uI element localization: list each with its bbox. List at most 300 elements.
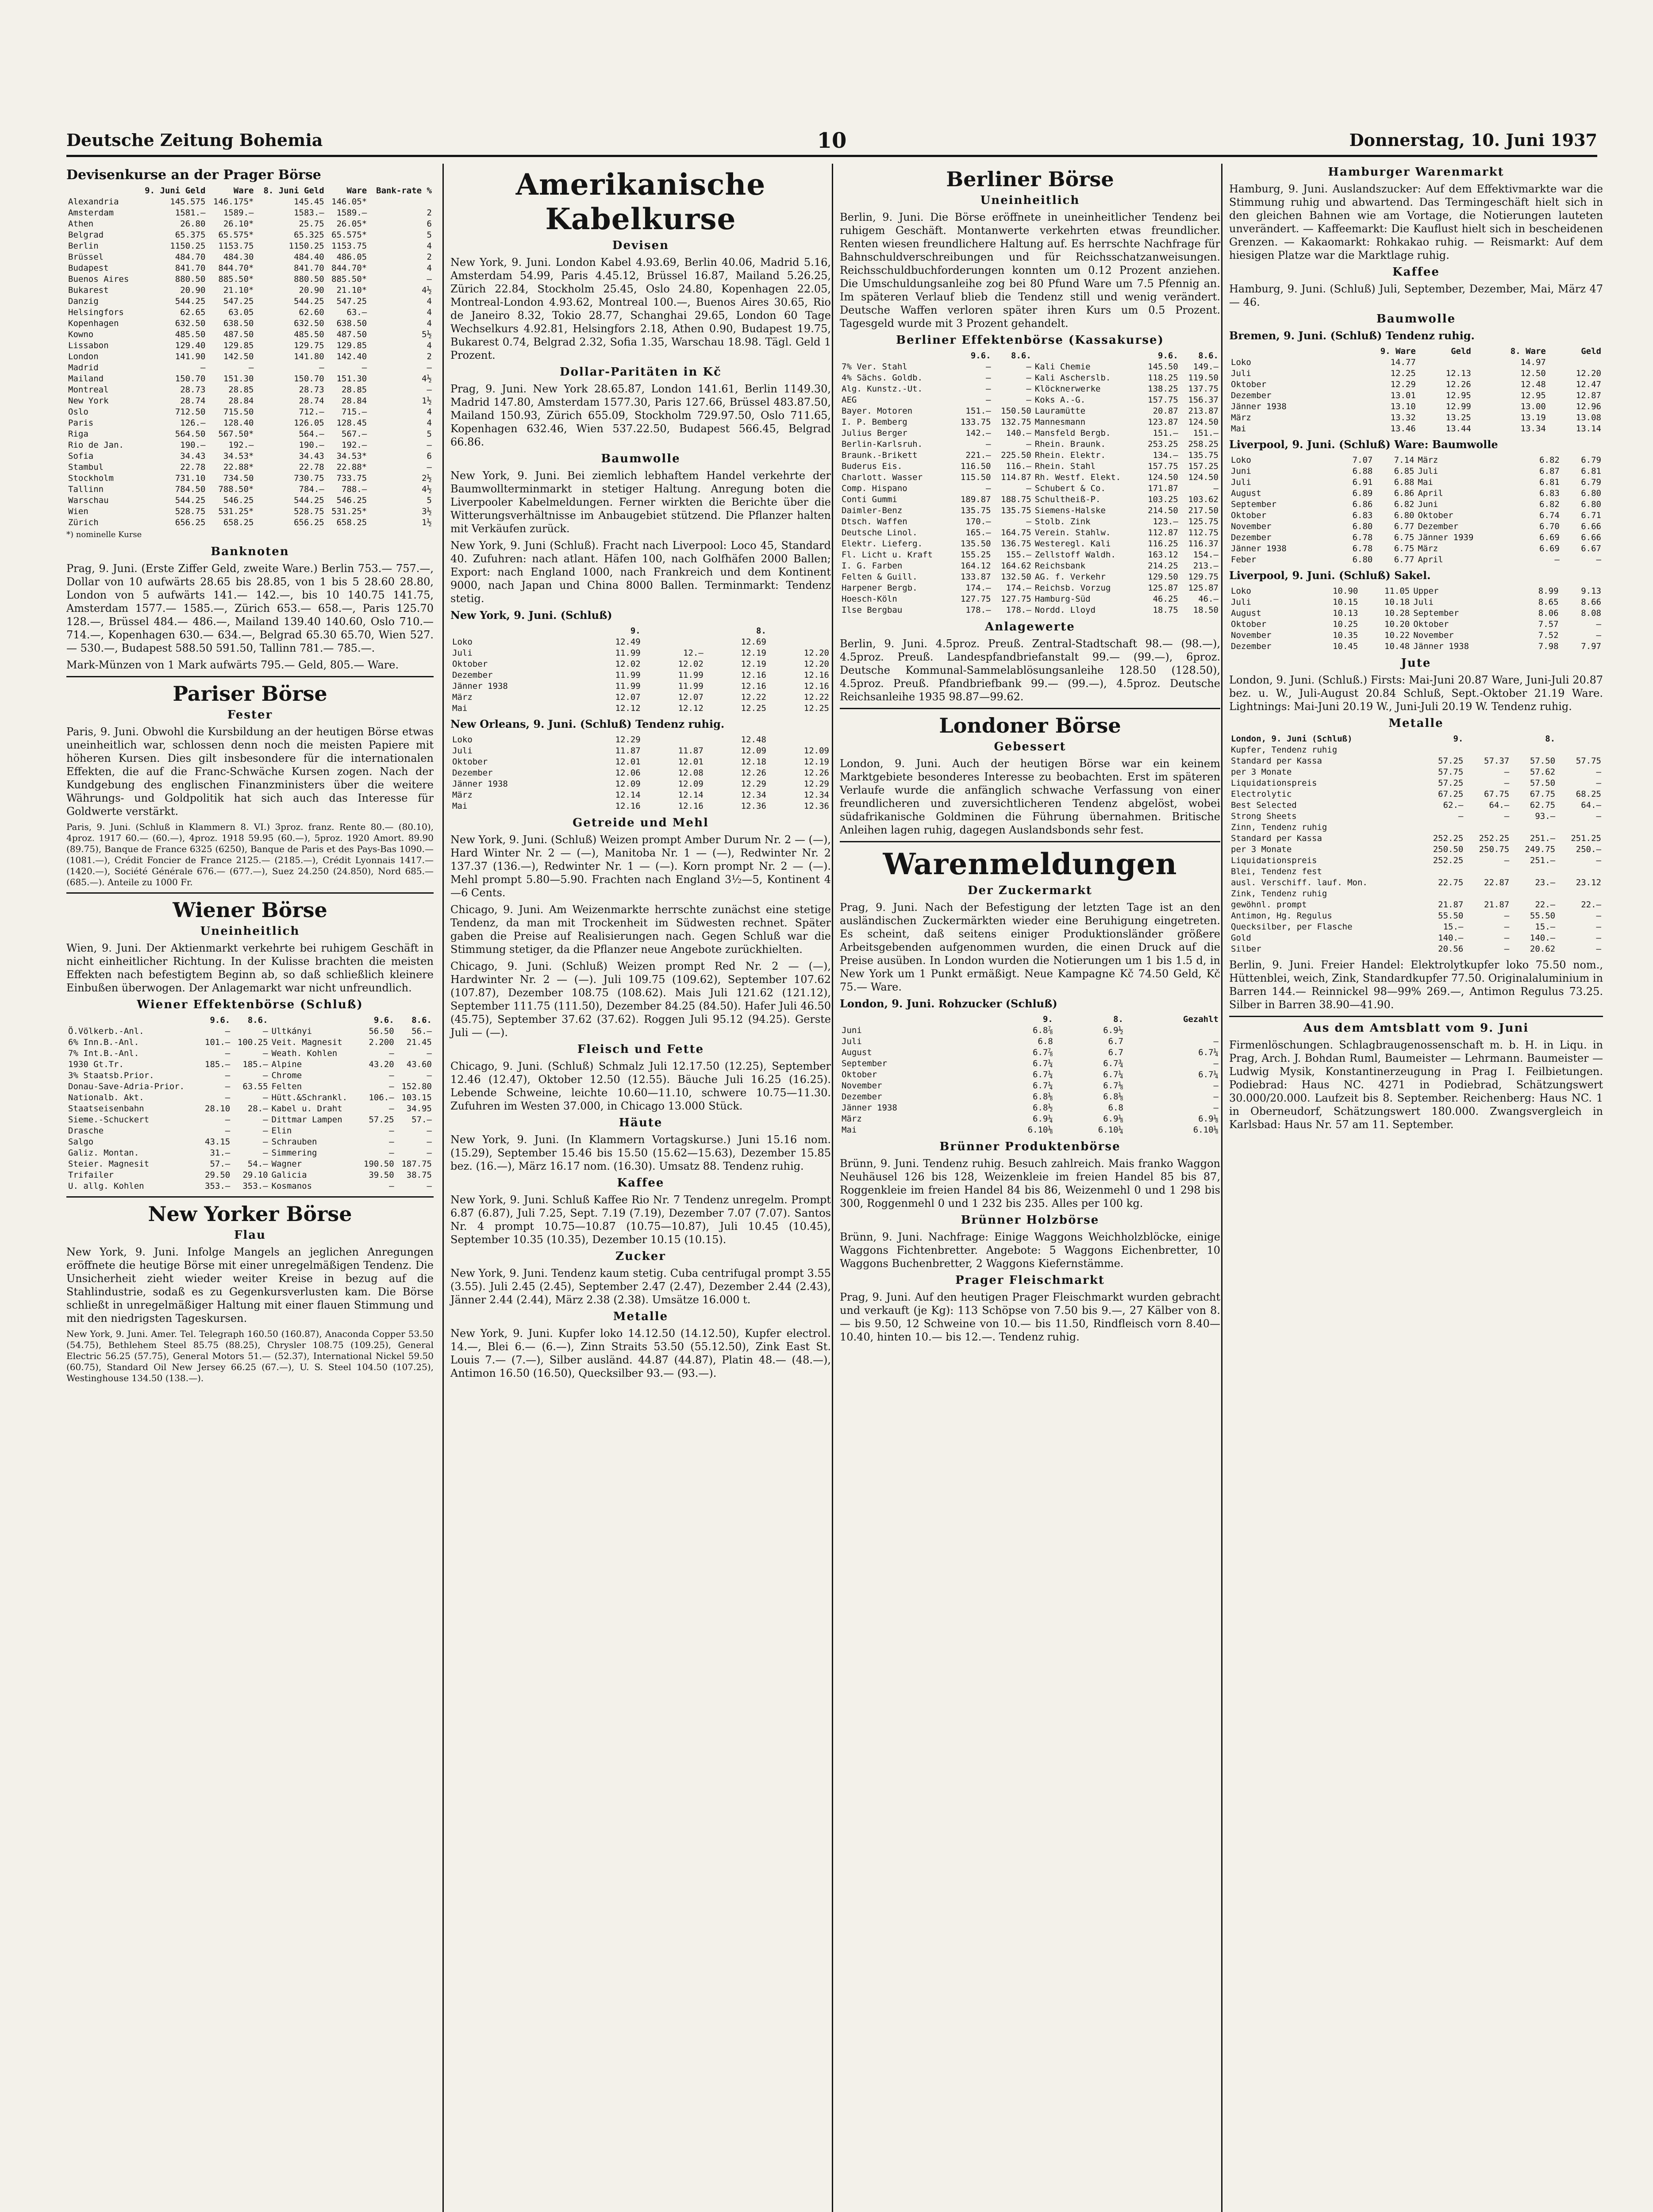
table-row [840,417,1220,428]
table-cell [1511,888,1557,899]
table-cell: 4½ [422,484,432,494]
table-row [66,1148,434,1159]
table-cell: 12.34 [741,790,766,800]
table-cell: 171.87 [1148,484,1178,493]
table-cell: 57.— [411,1115,432,1125]
chicago-kurse: Chicago, 9. Juni. (Schluß) Weizen prompt Red Nr. 2 — (—), Hardwinter Nr. 2 — (—). Juli 109.75 (109.62), September 107.62 (107.87), Dezember 108.75 (108.62). Mais Juli 121.62 (121.12), September 111.75 (111.50), Dezember 84.25 (84.50). Hafer Juli 46.50 (45.75), September 37.62 (37.62). Roggen Juli 95.12 (94.25). Gerste Juli — (—). [450,960,831,1039]
table-cell: November [1413,630,1454,640]
table-cell: 733.75 [336,473,367,483]
table-row [1229,866,1603,877]
table-cell: 157.25 [1188,461,1219,471]
table-cell: 8.99 [1538,586,1559,596]
table-cell: 132.50 [1001,572,1031,582]
table-cell: 142.50 [223,352,254,361]
table-cell: 118.25 [1148,373,1178,383]
banknoten-text: Prag, 9. Juni. (Erste Ziffer Geld, zweite Ware.) Berlin 753.— 757.—, Dollar von 10 aufwärts 28.65 bis 28.85, von 1 bis 5 28.60 28.80, London von 5 aufwärts 141.— 142.—, bis 10 140.75 141.75, Amsterdam 1577.— 1585.—, Zürich 653.— 658.—, Paris 125.70 128.—, Brüssel 484.— 486.—, Mailand 139.40 140.60, Oslo 710.— 714.—, Kopenhagen 630.— 634.—, Belgrad 65.30 65.70, Wien 527.— 530.—, Budapest 588.50 591.50, Tallinn 781.— 785.—. [66,562,434,654]
wien-effekten-table [66,1015,434,1192]
column-header: London, 9. Juni (Schluß) [1231,734,1353,744]
table-cell: Standard per Kassa [1231,756,1322,766]
table-cell: 21.10* [223,285,254,295]
table-cell: 6.91 [1352,477,1373,487]
table-cell: Belgrad [68,230,104,240]
column-header: 9. Ware [1380,346,1416,356]
table-cell: Siemens-Halske [1034,506,1106,515]
table-cell: 57.37 [1484,756,1510,766]
table-row [1229,822,1603,833]
table-cell [1465,822,1511,833]
table-cell: 28.84 [342,396,367,406]
table-cell: 134.— [1153,450,1178,460]
table-cell: Warschau [68,495,109,505]
table-cell: 28.74 [180,396,206,406]
table-cell: 20.90 [180,285,206,295]
table-cell: Zink, Tendenz ruhig [1231,889,1327,899]
table-cell: 13.00 [1520,402,1546,411]
table-cell: Rhein. Elektr. [1034,450,1106,460]
table-cell: 12.50 [1520,369,1546,378]
table-cell: Ilse Bergbau [842,605,903,615]
table-cell: Athen [68,219,94,229]
table-cell: 28.85 [228,385,254,395]
table-cell: 221.— [965,450,991,460]
table-row [66,219,434,230]
table-cell: — [1596,619,1601,629]
table-cell: Hamburg-Süd [1034,594,1091,604]
table-row [840,1114,1220,1125]
table-cell: 67.75 [1530,789,1556,799]
table-cell: 43.20 [369,1060,394,1069]
table-cell: Conti Gummi [842,495,897,504]
column-header [1465,733,1511,745]
table-cell: Schultheiß-P. [1034,495,1101,504]
table-cell: Loko [452,735,473,745]
table-cell: 6.80 [1581,499,1601,509]
table-cell: U. allg. Kohlen [68,1181,144,1191]
table-cell: 6.77 [1394,555,1415,565]
table-cell: Kali Chemie [1034,362,1091,372]
table-cell: 8.06 [1538,608,1559,618]
table-cell: Dittmar Lampen [271,1115,342,1125]
table-row [1229,778,1603,789]
table-cell: 8.65 [1538,597,1559,607]
table-cell: — [1596,811,1601,821]
divider [66,676,434,677]
table-cell: 57.25 [369,1115,394,1125]
table-cell: 251.— [1530,833,1556,843]
devisen-note: *) nominelle Kurse [66,530,142,539]
table-cell: Juli [1413,597,1434,607]
jute-text: London, 9. Juni. (Schluß.) Firsts: Mai-Juni 20.87 Ware, Juni-Juli 20.87 bez. u. W., Juli-August 20.84 Schluß, Sept.-Oktober 21.19 Ware. Lightnings: Mai-Juni 20.19 W., Juni-Juli 20.19 W. Tendenz ruhig. [1229,674,1603,713]
table-cell: 34.53* [223,451,254,461]
table-cell: Mai [1418,477,1433,487]
table-cell: 487.50 [223,330,254,339]
table-cell: 6.79 [1581,477,1601,487]
column-header: Ware [233,186,254,196]
table-cell: 6.81 [1539,477,1560,487]
table-cell: 353.— [205,1181,231,1191]
table-cell: 12.29 [803,779,829,789]
table-cell: 531.25* [331,507,367,516]
table-cell: 55.50 [1530,911,1556,921]
effekten-table [840,350,1220,616]
table-cell: 185.— [205,1060,231,1069]
table-cell: Bayer. Motoren [842,406,913,416]
table-cell: 22.88* [223,462,254,472]
table-row [66,407,434,418]
table-cell: 12.95 [1445,391,1471,400]
table-cell: April [1418,555,1443,565]
table-cell: März [452,790,473,800]
table-cell: 12.20 [803,648,829,658]
table-row [840,549,1220,561]
table-row [1229,855,1603,866]
london-zucker-heading: London, 9. Juni. Rohzucker (Schluß) [840,997,1057,1010]
table-cell: 885.50* [218,274,254,284]
table-cell: Oslo [68,407,88,417]
table-cell: I. G. Farben [842,561,903,571]
table-cell: 4 [427,296,432,306]
table-cell: 6.9⅛ [1198,1114,1219,1124]
table-cell: 157.75 [1148,461,1178,471]
table-cell: 213.— [1193,561,1219,571]
table-cell: März [842,1114,862,1124]
table-cell: — [427,363,432,373]
table-cell: Staatseisenbahn [68,1104,144,1114]
table-cell: 128.45 [336,418,367,428]
table-cell: 137.75 [1188,384,1219,394]
column-header: Ware [346,186,367,196]
wien-header-row [66,1015,434,1026]
table-row [1229,390,1603,401]
table-cell: 12.09 [615,779,641,789]
table-cell: — [1504,778,1510,788]
table-row [66,451,434,462]
table-row [66,1092,434,1103]
table-cell: Harpener Bergb. [842,583,918,593]
table-cell: 152.80 [401,1082,432,1091]
table-cell: 11.99 [678,681,703,691]
column-header [1229,346,1343,357]
table-cell: — [225,1093,231,1102]
table-cell: 106.— [369,1093,394,1102]
table-cell: Jänner 1938 [452,681,508,691]
table-cell: April [1418,488,1443,498]
table-row [1229,379,1603,390]
table-cell: — [1458,811,1464,821]
table-row [840,1047,1220,1058]
table-cell: 6.81 [1581,466,1601,476]
table-cell: 4% Sächs. Goldb. [842,373,923,383]
table-cell: Veit. Magnesit [271,1037,342,1047]
column-header: 8. [1545,734,1556,744]
table-cell: 6.7 [1108,1048,1123,1057]
table-cell: 1589.— [336,208,367,218]
table-row [66,329,434,340]
table-row [66,473,434,484]
table-cell: Daimler-Benz [842,506,903,515]
column-header [1557,733,1603,745]
table-row [1229,532,1603,543]
table-cell: 46.— [1198,594,1219,604]
table-cell: Jänner 1938 [1413,641,1469,651]
table-cell: November [1231,522,1272,531]
table-cell: 6.7¼ [1033,1081,1053,1091]
table-row [450,745,831,757]
bruenner-text: Brünn, 9. Juni. Tendenz ruhig. Besuch zahlreich. Mais franko Waggon Neuhäusel 126 bis 128, Weizenkleie im freien Handel 85 bis 87, Roggenkleie im freien Handel 84 bis 86, Weizenmehl 0 und 1 298 bis 300, Roggenmehl 0 und 1 232 bis 235. Alles per 100 kg. [840,1157,1220,1210]
table-cell: 6.80 [1581,488,1601,498]
table-cell: 140.— [1006,428,1031,438]
table-cell: 15.— [1443,922,1464,932]
table-cell: 28.10 [205,1104,231,1114]
table-cell: 135.75 [1001,506,1031,515]
table-cell: September [1231,499,1276,509]
table-cell: 7.07 [1352,455,1373,465]
table-cell: 7% Int.B.-Anl. [68,1048,139,1058]
table-row [66,263,434,274]
table-cell: — [225,1026,231,1036]
table-cell: Juli [1231,477,1251,487]
table-cell: Brüssel [68,252,104,262]
table-cell: 12.99 [1445,402,1471,411]
column-header: 8.6. [411,1015,432,1025]
table-cell: 12.09 [741,746,766,756]
table-cell: 62.75 [1530,800,1556,810]
table-cell: 6.83 [1539,488,1560,498]
table-cell: 12.06 [615,768,641,778]
table-cell: — [1504,856,1510,865]
table-cell: Kowno [68,330,94,339]
table-cell: 21.87 [1438,900,1464,910]
table-cell: 7.52 [1538,630,1559,640]
table-cell: 141.90 [175,352,206,361]
table-cell: Schrauben [271,1137,317,1147]
table-row [66,362,434,373]
column-header: 9. [1042,1014,1053,1024]
table-cell: Oktober [1231,380,1267,389]
table-cell: — [389,1181,394,1191]
table-row [840,583,1220,594]
column-header: 9.6. [970,351,991,361]
table-cell: 129.75 [294,341,324,350]
table-cell: 13.34 [1520,424,1546,434]
table-cell: Lissabon [68,341,109,350]
table-cell: 547.25 [223,296,254,306]
table-cell: 11.87 [678,746,703,756]
liverpool-heading: Liverpool, 9. Juni. (Schluß) Ware: Baumwolle [1229,438,1498,451]
table-cell [1557,866,1603,877]
table-cell: 6.7¼ [1033,1070,1053,1079]
table-row [1229,833,1603,844]
table-cell: Quecksilber, per Flasche [1231,922,1353,932]
table-cell: 63.05 [228,307,254,317]
table-row [66,462,434,473]
table-row [840,1058,1220,1069]
table-cell: — [427,462,432,472]
table-cell: 6.7¼ [1103,1070,1123,1079]
table-cell: — [427,274,432,284]
table-cell: Nordd. Lloyd [1034,605,1096,615]
table-cell: 23.— [1535,878,1556,887]
table-cell [1418,357,1473,368]
table-cell: Charlott. Wasser [842,472,923,482]
hamburg-text: Hamburg, 9. Juni. Auslandszucker: Auf dem Effektivmarkte war die Stimmung ruhig und abwartend. Das Termingeschäft hielt sich in den gleichen Bahnen wie am Vortage, die Notierungen lauteten unverändert. — Kaffeemarkt: Die Kauflust hielt sich in bescheidenen Grenzen. — Kakaomarkt: Rohkakao ruhig. — Reismarkt: Auf dem hiesigen Platze war die Marktlage ruhig. [1229,183,1603,261]
table-cell: 151.30 [223,374,254,384]
table-cell: Loko [452,637,473,647]
table-cell: 2 [427,252,432,262]
table-cell: — [986,373,991,383]
table-row [840,527,1220,538]
table-row [66,207,434,219]
table-cell: 11.99 [615,681,641,691]
table-cell: 22.— [1535,900,1556,910]
table-cell: Kupfer, Tendenz ruhig [1231,745,1338,755]
table-cell: 67.25 [1438,789,1464,799]
table-cell: 656.25 [175,518,206,527]
table-cell: Loko [1231,586,1251,596]
table-cell: — [1596,778,1601,788]
table-row [840,472,1220,483]
divider [66,892,434,894]
table-row [66,1070,434,1081]
table-cell: Trifailer [68,1170,114,1180]
table-cell: New York [68,396,109,406]
table-cell: — [263,1093,268,1102]
table-cell: 64.— [1581,800,1601,810]
table-cell: Reichsb. Vorzug [1034,583,1111,593]
table-cell: 6.7¼ [1198,1048,1219,1057]
table-cell: 658.25 [223,518,254,527]
london-zucker-body [840,1025,1220,1136]
paris-kurse: Paris, 9. Juni. (Schluß in Klammern 8. VI.) 3proz. franz. Rente 80.— (80.10), 4proz. 1917 60.— (60.—), 4proz. 1918 59.95 (60.—), 5proz. 1920 Amort. 89.90 (89.75), Banque de France 6325 (6250), Banque de Paris et des Pays-Bas 1090.— (1081.—), Crédit Foncier de France 2125.— (2185.—), Crédit Lyonnais 1417.— (1420.—), Société Générale 676.— (677.—), Suez 24.250 (24.850), Nord 685.— (685.—). Anteile zu 1000 Fr. [66,822,434,887]
table-cell: 6.8⅛ [1033,1092,1053,1102]
table-row [66,1114,434,1125]
column-header: Geld [1451,346,1471,356]
column-header: Geld [1581,346,1601,356]
table-cell: — [225,1082,231,1091]
table-cell: 21.87 [1484,900,1510,910]
table-row [1229,899,1603,910]
table-cell: 116.25 [1148,539,1178,549]
dollar-text: Prag, 9. Juni. New York 28.65.87, London 141.61, Berlin 1149.30, Madrid 147.80, Amsterdam 1577.30, Paris 127.66, Brüssel 483.87.50, Mailand 150.93, Zürich 655.09, Stockholm 729.97.50, Oslo 711.65, Kopenhagen 632.46, Wien 537.22.50, Budapest 566.45, Belgrad 66.86. [450,383,831,448]
table-cell: 154.— [1193,550,1219,560]
waren-heading: Warenmeldungen [883,847,1177,881]
table-cell: 12.09 [803,746,829,756]
table-cell: 151.— [965,406,991,416]
table-cell: 6.80 [1394,511,1415,520]
table-cell: 4 [427,241,432,251]
table-cell [369,196,434,207]
column-header: 9. Juni Geld [145,186,206,196]
divider [1229,1016,1603,1017]
table-cell: 567.50* [218,429,254,439]
table-row [840,605,1220,616]
table-cell: — [1596,933,1601,943]
table-cell: 12.16 [741,681,766,691]
bremen-heading: Bremen, 9. Juni. (Schluß) Tendenz ruhig. [1229,329,1475,342]
table-cell: 34.43 [180,451,206,461]
table-cell: 20.62 [1530,944,1556,954]
table-cell: — [1596,944,1601,954]
table-cell: 62.65 [180,307,206,317]
table-cell: 252.25 [1433,856,1464,865]
table-cell: 487.50 [336,330,367,339]
table-cell: — [1504,811,1510,821]
table-row [840,1025,1220,1036]
table-row [66,340,434,351]
table-row [1229,800,1603,811]
table-cell: 5 [427,429,432,439]
table-cell: — [263,1126,268,1136]
table-cell: Juli [452,746,473,756]
table-cell: 11.99 [615,648,641,658]
table-cell: 129.40 [175,341,206,350]
table-cell: 103.62 [1188,495,1219,504]
metalle-body [1229,745,1603,955]
table-row [840,406,1220,417]
table-cell: 101.— [205,1037,231,1047]
table-cell: 63.55 [242,1082,268,1091]
table-cell: 1930 Gt.Tr. [68,1060,124,1069]
dollar-heading: Dollar-Paritäten in Kč [560,365,722,379]
table-cell: 28.74 [299,396,324,406]
table-cell: 178.— [1006,605,1031,615]
metalle-heading: Metalle [1388,717,1444,730]
table-cell: 3% Staatsb.Prior. [68,1071,154,1080]
table-row [1229,888,1603,899]
table-cell: 6.7 [1108,1037,1123,1046]
table-cell: Zellstoff Waldh. [1034,550,1116,560]
column-header [840,1014,984,1025]
table-cell: 252.25 [1433,833,1464,843]
table-cell: 142.40 [336,352,367,361]
kaffee-heading: Kaffee [617,1176,665,1190]
table-cell: 485.50 [175,330,206,339]
table-cell: Rh. Westf. Elekt. [1034,472,1121,482]
table-row [840,561,1220,572]
table-cell: — [427,385,432,395]
table-cell: gewöhnl. prompt [1231,900,1307,910]
table-cell: 6.77 [1394,522,1415,531]
table-cell: Upper [1413,586,1439,596]
table-cell: 164.12 [960,561,991,571]
table-row [450,681,831,692]
table-cell: 64.— [1489,800,1510,810]
table-cell: 12.07 [615,692,641,702]
table-cell: Liquidationspreis [1231,778,1317,788]
column-header [1033,350,1140,361]
wien-subheading: Uneinheitlich [200,925,300,938]
table-row [66,1159,434,1170]
kabel-text: New York, 9. Juni. London Kabel 4.93.69, Berlin 40.06, Madrid 5.16, Amsterdam 54.99, Paris 4.45.12, Brüssel 16.87, Mailand 5.26.25, Zürich 22.84, Stockholm 25.45, Oslo 24.80, Kopenhagen 22.05, Montreal-London 4.93.62, Montreal 100.—, Buenos Aires 30.65, Rio de Janeiro 8.32, Tokio 28.77, Schanghai 29.65, London 60 Tage Wechselkurs 4.92.81, Helsingfors 2.18, Athen 0.90, Budapest 19.75, Bukarest 0.74, Belgrad 2.32, Sofia 1.35, Warschau 18.98. Tägl. Geld 1 Prozent. [450,256,831,361]
fleischmarkt-text: Prag, 9. Juni. Auf den heutigen Prager Fleischmarkt wurden gebracht und verkauft (je Kg): 113 Schöpse von 7.50 bis 9.—, 27 Kälber von 8.— bis 9.50, 12 Schweine von 10.— bis 11.50, Rindfleisch vorn 8.40—10.40, hinten 10.— bis 12.—. Tendenz ruhig. [840,1291,1220,1343]
table-cell: 10.25 [1333,619,1358,629]
table-cell: 12.47 [1576,380,1601,389]
table-row [66,495,434,506]
table-row [1229,368,1603,379]
table-cell: Loko [1231,455,1251,465]
table-cell: 788.50* [218,484,254,494]
table-cell: 22.75 [1438,878,1464,887]
table-cell: 353.— [242,1181,268,1191]
table-row [66,484,434,495]
table-cell: 12.14 [678,790,703,800]
table-cell: — [1504,922,1510,932]
ny-text: New York, 9. Juni. Infolge Mangels an jeglichen Anregungen eröffnete die heutige Börse mit einer unregelmäßigen Tendenz. Die Unsicherheit zieht wieder weiter Kreise in bezug auf die Stahlindustrie, sodaß es zu Gegenkursverlusten kam. Die Börse schließt in unregelmäßiger Haltung mit einer flauen Stimmung und mit den niedrigsten Tageskursen. [66,1246,434,1325]
table-cell: 6.75 [1394,533,1415,542]
no-cotton-table [450,734,831,812]
anlage-heading: Anlagewerte [985,620,1075,634]
hamburg-heading: Hamburger Warenmarkt [1328,165,1504,179]
